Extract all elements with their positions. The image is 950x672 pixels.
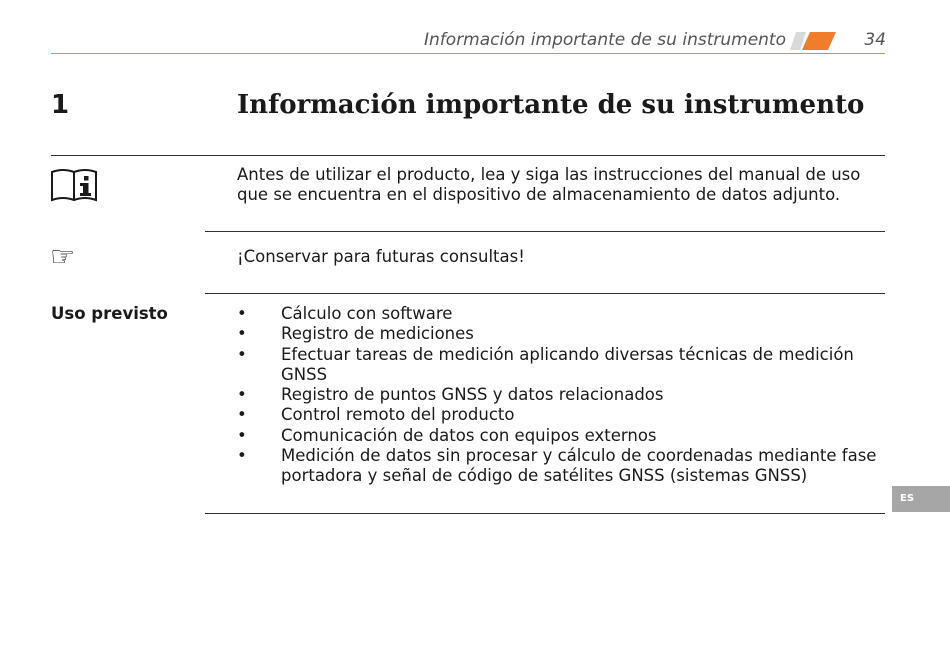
bullet-icon: •: [237, 405, 247, 425]
list-item: [237, 446, 885, 487]
section-rule: [205, 513, 885, 514]
list-item: [237, 304, 885, 324]
header-stripe-logo: [790, 32, 836, 50]
list-item: [237, 405, 885, 425]
intended-use-label: Uso previsto: [51, 304, 168, 323]
list-item-text: Registro de mediciones: [281, 324, 474, 344]
running-header-title: Información importante de su instrumento: [424, 30, 786, 50]
bullet-icon: •: [237, 344, 247, 364]
list-item-text: Comunicación de datos con equipos externos: [281, 425, 657, 445]
logo-stripe-orange: [802, 32, 836, 50]
section-rule: [205, 231, 885, 232]
section-rule: [205, 293, 885, 294]
page-number: 34: [864, 30, 886, 50]
list-item: [237, 385, 885, 405]
list-item-text: Registro de puntos GNSS y datos relacionados: [281, 385, 664, 405]
bullet-icon: •: [237, 304, 247, 323]
list-item: [237, 426, 885, 446]
list-item: [237, 324, 885, 344]
bullet-icon: •: [237, 425, 247, 445]
header-rule: [51, 53, 885, 54]
list-item: [237, 345, 885, 386]
bullet-icon: •: [237, 385, 247, 405]
pointing-hand-icon: ☞: [50, 240, 76, 273]
intended-use-list: [237, 304, 885, 487]
list-item-text: Cálculo con software: [281, 304, 453, 323]
bullet-icon: •: [237, 324, 247, 344]
list-item-text: Efectuar tareas de medición aplicando diversas técnicas de medición GNSS: [281, 344, 854, 384]
language-tab: ES: [892, 486, 950, 512]
chapter-number: 1: [51, 90, 70, 120]
tip-note-text: ¡Conservar para futuras consultas!: [237, 247, 525, 266]
list-item-text: Medición de datos sin procesar y cálculo de coordenadas mediante fase portadora y señal de código de satélites GNSS (sistemas GNSS): [281, 446, 877, 486]
chapter-title: Información importante de su instrumento: [237, 90, 865, 120]
bullet-icon: •: [237, 446, 247, 466]
manual-info-icon: [51, 168, 97, 202]
section-rule: [51, 155, 885, 156]
list-item-text: Control remoto del producto: [281, 405, 515, 425]
manual-note-text: Antes de utilizar el producto, lea y siga las instrucciones del manual de uso que se encuentra en el dispositivo de almacenamiento de datos adjunto.: [237, 165, 861, 204]
